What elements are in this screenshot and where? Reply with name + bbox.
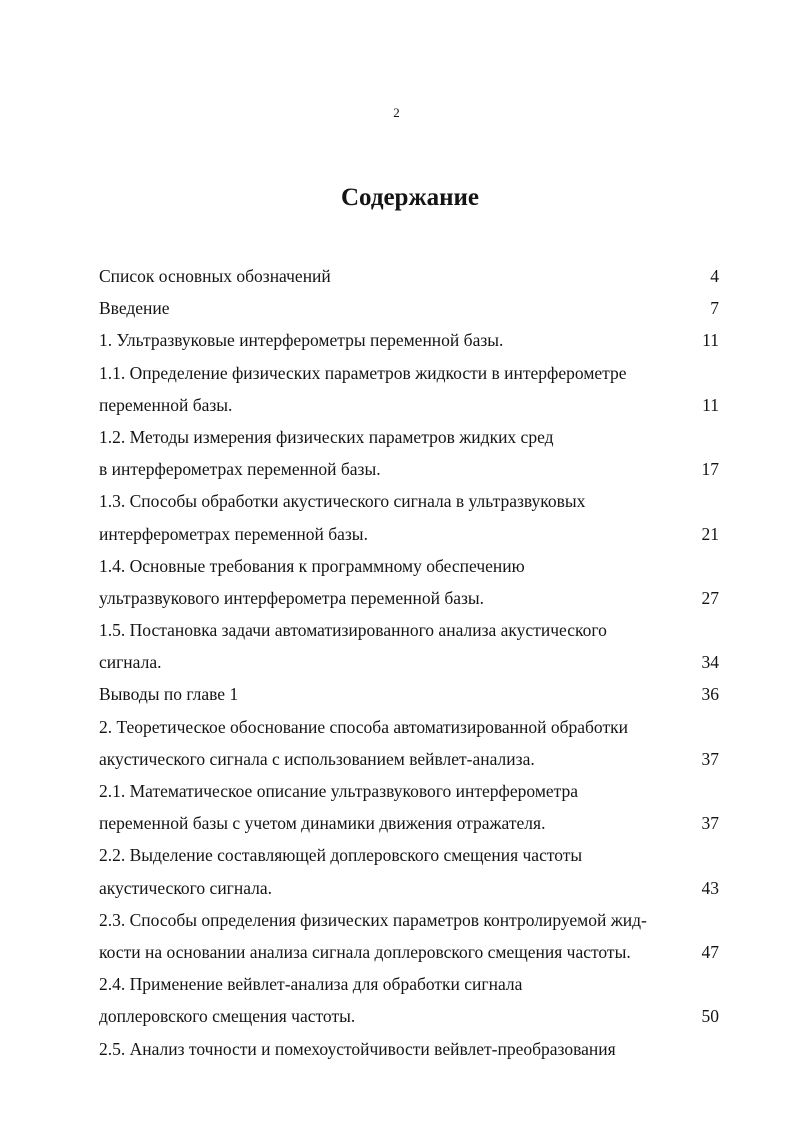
toc-entry-text: сигнала. [99, 652, 162, 673]
toc-entry-text: переменной базы с учетом динамики движения отражателя. [99, 813, 546, 834]
toc-entry-text: 2.1. Математическое описание ультразвукового интерферометра [99, 781, 579, 801]
toc-entry-page: 34 [701, 652, 719, 673]
table-of-contents [99, 260, 719, 1065]
toc-entry-page: 37 [701, 748, 719, 769]
toc-entry-page: 11 [702, 330, 719, 351]
toc-entry-page: 7 [710, 298, 719, 319]
toc-entry-text: Введение [99, 298, 170, 319]
toc-entry-line [99, 839, 719, 871]
toc-entry-line [99, 582, 719, 614]
toc-entry-text: интерферометрах переменной базы. [99, 523, 368, 544]
toc-entry-text: 1.1. Определение физических параметров жидкости в интерферометре [99, 362, 627, 383]
toc-entry-text: доплеровского смещения частоты. [99, 1006, 356, 1027]
toc-entry-page: 47 [701, 941, 719, 962]
toc-entry-text: ультразвукового интерферометра переменной базы. [99, 587, 485, 608]
toc-entry-text: 2.4. Применение вейвлет-анализа для обработки сигнала [99, 974, 523, 995]
toc-entry-line [99, 775, 719, 807]
toc-entry-text: в интерферометрах переменной базы. [99, 459, 381, 480]
page-number: 2 [393, 105, 400, 120]
toc-entry-page: 17 [701, 459, 719, 480]
toc-entry-line [99, 936, 719, 968]
toc-title: Содержание [340, 184, 479, 211]
toc-entry-line [99, 357, 719, 389]
toc-entry-line [99, 614, 719, 646]
toc-entry-line [99, 260, 719, 292]
toc-entry-line [99, 1033, 719, 1065]
toc-entry-text: акустического сигнала. [99, 877, 273, 898]
toc-entry-page: 11 [702, 394, 719, 415]
toc-entry-line [99, 485, 719, 517]
toc-entry-line [99, 389, 719, 421]
toc-entry-line [99, 743, 719, 775]
toc-entry-line [99, 872, 719, 904]
toc-entry-text: переменной базы. [99, 394, 233, 415]
toc-entry-line [99, 292, 719, 324]
toc-entry-text: 2. Теоретическое обоснование способа автоматизированной обработки [99, 716, 628, 737]
toc-entry-text: 1.3. Способы обработки акустического сигнала в ультразвуковых [99, 491, 586, 512]
toc-entry-text: кости на основании анализа сигнала доплеровского смещения частоты. [99, 941, 631, 962]
toc-entry-line [99, 678, 719, 710]
toc-entry-line [99, 324, 719, 356]
toc-entry-page: 37 [701, 813, 719, 834]
toc-entry-page: 50 [701, 1006, 719, 1027]
toc-entry-text: 1.5. Постановка задачи автоматизированного анализа акустического [99, 620, 607, 641]
toc-entry-text: Список основных обозначений [99, 266, 331, 286]
toc-entry-line [99, 453, 719, 485]
toc-entry-text: 2.5. Анализ точности и помехоустойчивости вейвлет-преобразования [99, 1038, 616, 1059]
toc-entry-page: 27 [701, 587, 719, 608]
toc-entry-line [99, 1000, 719, 1032]
toc-entry-line [99, 421, 719, 453]
toc-entry-line [99, 550, 719, 582]
toc-entry-text: 2.3. Способы определения физических параметров контролируемой жид- [99, 909, 647, 930]
toc-entry-text: 1. Ультразвуковые интерферометры переменной базы. [99, 330, 504, 351]
toc-entry-line [99, 711, 719, 743]
toc-entry-page: 21 [701, 523, 719, 544]
toc-entry-text: Выводы по главе 1 [99, 684, 239, 705]
toc-entry-line [99, 968, 719, 1000]
toc-entry-line [99, 904, 719, 936]
toc-entry-line [99, 518, 719, 550]
toc-entry-text: 1.4. Основные требования к программному обеспечению [99, 555, 525, 576]
toc-entry-page: 4 [710, 266, 719, 286]
toc-entry-text: акустического сигнала с использованием вейвлет-анализа. [99, 748, 535, 769]
toc-entry-page: 36 [701, 684, 719, 705]
toc-entry-page: 43 [701, 877, 719, 898]
toc-entry-line [99, 646, 719, 678]
toc-entry-line [99, 807, 719, 839]
toc-entry-text: 1.2. Методы измерения физических параметров жидких сред [99, 426, 554, 447]
toc-entry-text: 2.2. Выделение составляющей доплеровского смещения частоты [99, 845, 583, 866]
